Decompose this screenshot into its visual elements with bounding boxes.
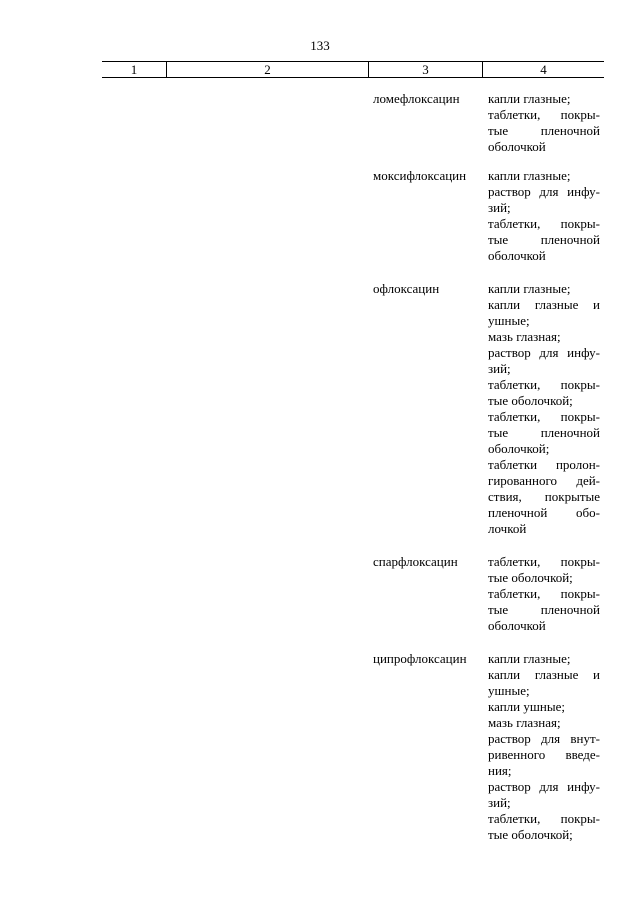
dosage-form-line: тые оболочкой; <box>488 827 573 842</box>
header-col-1: 1 <box>130 62 138 77</box>
page-number: 133 <box>310 38 330 53</box>
header-col-4: 4 <box>540 62 547 77</box>
dosage-form-line: ривенного введе- <box>488 747 600 762</box>
dosage-form-line: зий; <box>488 361 511 376</box>
dosage-form-line: лочкой <box>488 521 527 536</box>
dosage-form-line: мазь глазная; <box>488 329 561 344</box>
dosage-forms <box>488 651 600 843</box>
dosage-form-line: таблетки пролон- <box>488 457 600 472</box>
dosage-form-line: мазь глазная; <box>488 715 561 730</box>
dosage-form-line: гированного дей- <box>488 473 600 488</box>
dosage-form-line: тые пленочной <box>488 123 600 138</box>
dosage-form-line: тые оболочкой; <box>488 570 573 585</box>
dosage-form-line: оболочкой <box>488 248 546 263</box>
dosage-form-line: тые пленочной <box>488 602 600 617</box>
dosage-form-line: тые пленочной <box>488 425 600 440</box>
header-col-3: 3 <box>422 62 429 77</box>
dosage-form-line: таблетки, покры- <box>488 554 600 569</box>
drug-name: офлоксацин <box>373 281 440 296</box>
dosage-form-line: капли глазные; <box>488 168 571 183</box>
dosage-form-line: раствор для инфу- <box>488 345 600 360</box>
dosage-form-line: тые пленочной <box>488 232 600 247</box>
dosage-form-line: таблетки, покры- <box>488 409 600 424</box>
dosage-forms <box>488 281 600 537</box>
dosage-form-line: капли глазные и <box>488 297 600 312</box>
dosage-forms <box>488 168 600 264</box>
table-header-row <box>102 61 604 78</box>
dosage-form-line: зий; <box>488 200 511 215</box>
dosage-form-line: таблетки, покры- <box>488 216 600 231</box>
dosage-form-line: капли глазные и <box>488 667 600 682</box>
dosage-form-line: тые оболочкой; <box>488 393 573 408</box>
dosage-forms <box>488 91 600 155</box>
dosage-form-line: раствор для инфу- <box>488 779 600 794</box>
dosage-form-line: ушные; <box>488 683 530 698</box>
dosage-form-line: раствор для инфу- <box>488 184 600 199</box>
dosage-form-line: раствор для внут- <box>488 731 600 746</box>
dosage-form-line: таблетки, покры- <box>488 107 600 122</box>
dosage-form-line: пленочной обо- <box>488 505 600 520</box>
dosage-form-line: зий; <box>488 795 511 810</box>
dosage-form-line: таблетки, покры- <box>488 586 600 601</box>
drug-name: спарфлоксацин <box>373 554 458 569</box>
dosage-form-line: оболочкой; <box>488 441 550 456</box>
dosage-form-line: ушные; <box>488 313 530 328</box>
dosage-form-line: таблетки, покры- <box>488 377 600 392</box>
dosage-form-line: капли глазные; <box>488 91 571 106</box>
dosage-form-line: ния; <box>488 763 512 778</box>
drug-name: ципрофлоксацин <box>373 651 467 666</box>
dosage-form-line: капли ушные; <box>488 699 565 714</box>
drug-name: ломефлоксацин <box>373 91 460 106</box>
dosage-form-line: капли глазные; <box>488 651 571 666</box>
dosage-form-line: ствия, покрытые <box>488 489 600 504</box>
dosage-forms <box>488 554 600 634</box>
dosage-form-line: таблетки, покры- <box>488 811 600 826</box>
dosage-form-line: оболочкой <box>488 139 546 154</box>
dosage-form-line: оболочкой <box>488 618 546 633</box>
dosage-form-line: капли глазные; <box>488 281 571 296</box>
header-col-2: 2 <box>264 62 271 77</box>
drug-name: моксифлоксацин <box>373 168 467 183</box>
